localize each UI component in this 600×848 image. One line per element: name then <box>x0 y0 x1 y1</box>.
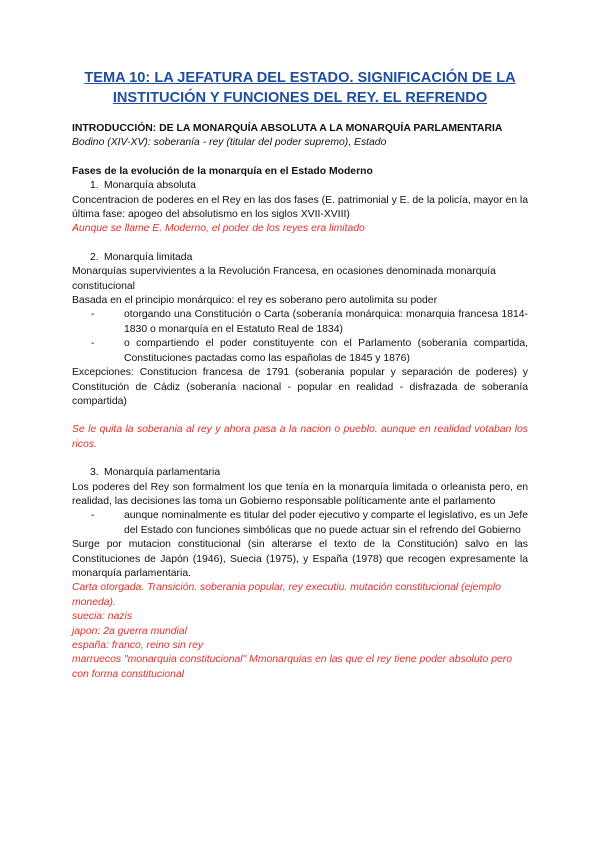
section-3-paragraph-2: Surge por mutacion constitucional (sin alterarse el texto de la Constitución) salvo en las Constituciones de Japón (1946), Suecia (1975), y España (1978) que recogen expresamente la monarquía parlamentaria. <box>72 539 528 579</box>
section-1-number: 1. <box>90 180 99 192</box>
bullet-text: o compartiendo el poder constituyente con el Parlamento (soberanía compartida, Constituciones pactadas como las españolas de 1845 y 1876) <box>124 338 528 364</box>
spacer <box>72 452 528 466</box>
document-page <box>72 68 528 682</box>
dash-marker: - <box>91 510 95 522</box>
section-2-paragraph-2: Basada en el principio monárquico: el rey es soberano pero autolimita su poder <box>72 295 438 307</box>
fases-heading: Fases de la evolución de la monarquía en el Estado Moderno <box>72 165 373 177</box>
section-1-label: Monarquía absoluta <box>104 180 196 192</box>
spacer <box>72 237 528 251</box>
section-3-note: españa: franco, reino sin rey <box>72 640 204 651</box>
bullet-text: aunque nominalmente es titular del poder ejecutivo y comparte el legislativo, es un Jefe del Estado con funciones simbólicas que no puede actuar sin el refrendo del Gobierno <box>124 510 528 536</box>
section-3-bullet <box>72 509 528 538</box>
section-2-title <box>72 251 528 265</box>
section-3-note: marruecos "monarquia constitucional" Mmonarquias en las que el rey tiene poder absoluto pero con forma constitucional <box>72 654 512 680</box>
intro-subtitle: Bodino (XIV-XV): soberanía - rey (titular del poder supremo), Estado <box>72 137 387 149</box>
section-3-label: Monarquía parlamentaria <box>104 467 221 479</box>
dash-marker: - <box>91 309 95 321</box>
section-2-paragraph-1: Monarquías supervivientes a la Revolución Francesa, en ocasiones denominada monarquía constitucional <box>72 266 496 292</box>
spacer <box>72 151 528 165</box>
section-1-text: Concentracion de poderes en el Rey en las dos fases (E. patrimonial y E. de la policía, mayor en la última fase: apogeo del absolutismo en los siglos XVII-XVIII) <box>72 194 528 221</box>
section-2-number: 2. <box>90 251 99 263</box>
section-2-label: Monarquía limitada <box>104 251 193 263</box>
section-3-paragraph-1: Los poderes del Rey son formalment los que tenía en la monarquía limitada o orleanista pero, en realidad, las decisiones las toma un Gobierno responsable políticamente ante el parlamento <box>72 481 528 507</box>
dash-marker: - <box>91 338 95 350</box>
section-1-title <box>72 179 528 193</box>
bullet-text: otorgando una Constitución o Carta (soberanía monárquica: monarquia francesa 1814-1830 o monarquía en el Estatuto Real de 1834) <box>124 309 528 335</box>
section-2-bullet <box>72 337 528 366</box>
section-2-bullet <box>72 308 528 337</box>
section-3-note: suecia: nazis <box>72 611 133 623</box>
intro-heading: INTRODUCCIÓN: DE LA MONARQUÍA ABSOLUTA A LA MONARQUÍA PARLAMENTARIA <box>72 123 503 134</box>
spacer <box>72 409 528 423</box>
page-title: TEMA 10: LA JEFATURA DEL ESTADO. SIGNIFICACIÓN DE LA INSTITUCIÓN Y FUNCIONES DEL REY. EL REFRENDO <box>84 70 516 106</box>
section-1-note: Aunque se llame E. Moderno, el poder de los reyes era limitado <box>72 223 365 235</box>
section-3-note: Carta otorgada. Transición. soberania popular, rey executiu. mutación constitucional (ejemplo moneda). <box>72 582 501 608</box>
section-3-note: japon: 2a guerra mundial <box>72 625 187 637</box>
section-3-title <box>72 466 528 480</box>
section-2-paragraph-3: Excepciones: Constitucion francesa de 1791 (soberania popular y separación de poderes) y Constitución de Cádiz (soberanía nacional - popular en realidad - disfrazada de soberanía compartida) <box>72 367 528 407</box>
section-3-number: 3. <box>90 467 99 479</box>
section-2-note: Se le quita la soberania al rey y ahora pasa a la nacion o pueblo. aunque en realidad votaban los ricos. <box>72 424 528 450</box>
